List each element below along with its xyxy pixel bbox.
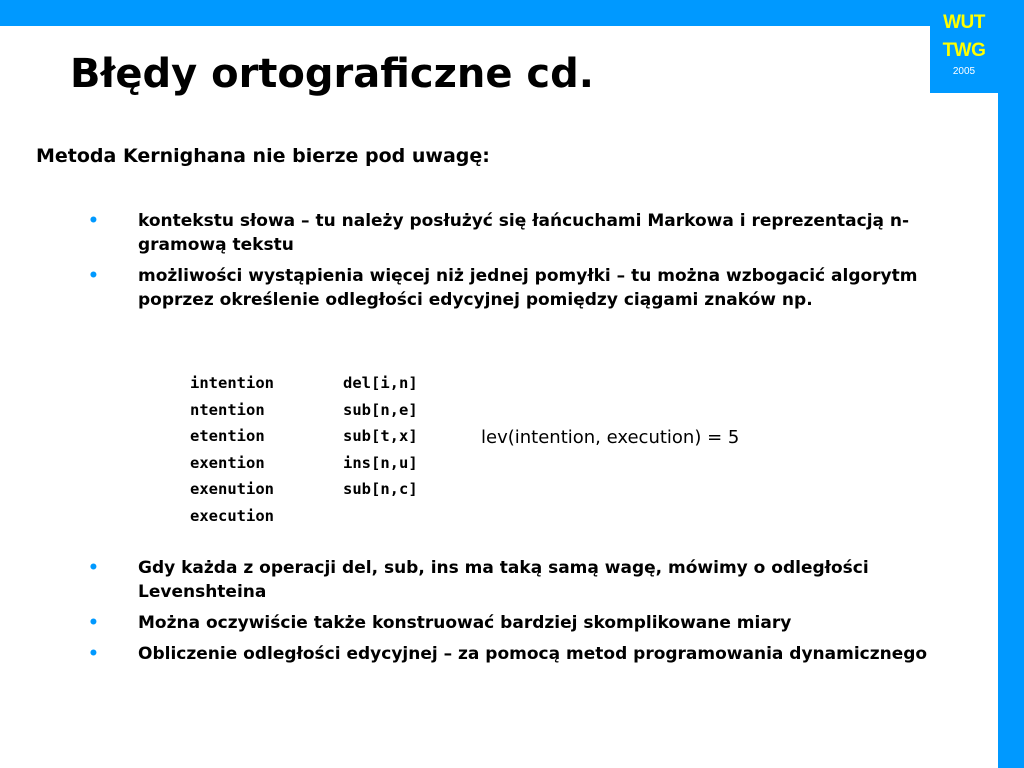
- step-word: intention: [190, 374, 274, 392]
- step-word: execution: [190, 506, 274, 525]
- step-operation: sub[n,c]: [343, 480, 418, 498]
- step-operation: ins[n,u]: [343, 453, 418, 472]
- step-operation: sub[n,e]: [343, 400, 418, 419]
- bullet-item: [88, 642, 968, 666]
- bullet-list-top: [88, 209, 968, 319]
- bullet-icon: •: [88, 266, 99, 286]
- levenshtein-formula: lev(intention, execution) = 5: [481, 427, 740, 448]
- edit-step-row: [190, 370, 418, 397]
- bullet-item: [88, 209, 968, 257]
- edit-step-row: [190, 397, 418, 424]
- bullet-text: kontekstu słowa – tu należy posłużyć się łańcuchami Markowa i reprezentacją n-gramową tekstu: [138, 211, 910, 255]
- bullet-text: Obliczenie odległości edycyjnej – za pomocą metod programowania dynamicznego: [138, 644, 928, 664]
- intro-text: Metoda Kernighana nie bierze pod uwagę:: [36, 145, 490, 167]
- edit-steps-table: [190, 370, 418, 529]
- bullet-icon: •: [88, 613, 99, 633]
- bullet-icon: •: [88, 644, 99, 664]
- bullet-text: Gdy każda z operacji del, sub, ins ma taką samą wagę, mówimy o odległości Levenshteina: [138, 558, 869, 602]
- bullet-item: [88, 556, 968, 604]
- edit-step-row: [190, 503, 418, 530]
- wut-twg-logo: [930, 0, 998, 93]
- bullet-item: [88, 264, 968, 312]
- step-operation: del[i,n]: [343, 374, 418, 392]
- step-operation: sub[t,x]: [343, 427, 418, 445]
- step-word: exention: [190, 453, 265, 472]
- bullet-item: [88, 611, 968, 635]
- edit-step-row: [190, 423, 418, 450]
- bullet-text: Można oczywiście także konstruować bardziej skomplikowane miary: [138, 613, 792, 633]
- step-word: ntention: [190, 400, 265, 419]
- bullet-icon: •: [88, 211, 99, 231]
- right-accent-bar: [998, 0, 1024, 768]
- logo-year: 2005: [952, 66, 976, 77]
- step-operation: [343, 503, 418, 530]
- bullet-text: możliwości wystąpienia więcej niż jednej pomyłki – tu można wzbogacić algorytm poprzez określenie odległości edycyjnej pomiędzy ciągami znaków np.: [138, 266, 918, 310]
- top-accent-bar: [0, 0, 1024, 26]
- edit-step-row: [190, 476, 418, 503]
- bullet-icon: •: [88, 558, 99, 578]
- edit-step-row: [190, 450, 418, 477]
- slide-title: Błędy ortograficzne cd.: [70, 51, 594, 97]
- logo-line-1: WUT: [943, 12, 985, 33]
- logo-line-2: TWG: [942, 40, 986, 61]
- step-word: exenution: [190, 480, 274, 498]
- bullet-list-bottom: [88, 556, 968, 673]
- step-word: etention: [190, 427, 265, 445]
